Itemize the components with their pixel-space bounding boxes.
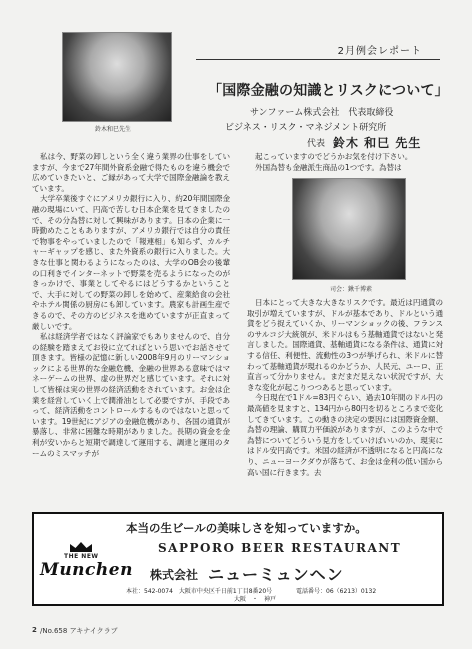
article-paragraph: 私は今、野菜の卸しという全く違う業界の仕事をしていますが、今まで27年間外資系金融で得たものを違う機会で広めていきたいと、ご縁があって大学で国際金融論を教えています。: [32, 152, 230, 193]
issue-label: /No.658 アキナイクラブ: [40, 627, 118, 635]
speaker-photo: [62, 32, 172, 122]
chair-photo-caption: 司会：鍬千博素: [330, 286, 373, 293]
header-divider: [196, 59, 440, 60]
ad-company-prefix: 株式会社: [150, 568, 199, 582]
issue-text: No.658 アキナイクラブ: [42, 627, 118, 635]
article-paragraph: 起こっていますのでどうかお気を付け下さい。: [255, 152, 413, 161]
crown-icon: [70, 542, 92, 552]
article-left-column: [32, 152, 230, 498]
ad-logo-top: THE NEW: [64, 553, 99, 560]
article-paragraph: 今日現在で1ドル=83円ぐらい、過去10年間のドル円の最高値を見ますと、134円から80円を切るところまで変化してきています。この動きの決定の要因には国際資金額、為替の理論、購買力平価説がありますが、このような中で為替についてどういう見方をしていけばいいのか、現実にはドル安円高です。米国の経済が不透明になると円高になり、ニューヨークダウが落ちて、お金は金利の低い国から高い国に行きます。去: [247, 393, 443, 477]
speaker-photo-caption: 鈴木和巳先生: [95, 126, 132, 133]
speaker-name: 鈴木 和巳 先生: [333, 136, 422, 150]
article-paragraph: 大学卒業後すぐにアメリカ銀行に入り、約20年間国際金融の現場にいて、円高で苦しむ日本企業を見てきましたので、その分為替に対して興味があります。日本の企業に一時勤めたこともありますが、アメリカ銀行では自分の責任で物事をやっていましたので「報連相」も知らず、カルチャーギャップを感じ、また外資系の銀行に入りました。大きな仕事と関わるようになったのは、大学のOB会の後輩の口利きでインターネットで野菜を売るようになったのがきっかけで、事業としてやるにはどうするかということで、大手に対しての野菜の卸しを始めて、産業給食の会社やホテル関係の厨房にも卸しています。農家も計画生産できるので、その方のビジネスを進めていますが正直まって厳しいです。: [32, 194, 230, 331]
advertisement: [32, 512, 444, 606]
speaker-company: サンファーム株式会社 代表取締役: [250, 108, 394, 118]
ad-logo: [40, 542, 133, 592]
article-paragraph: 外国為替も金融派生商品の1つです。為替は: [255, 162, 402, 172]
speaker-rep-label: 代表: [307, 139, 326, 149]
ad-phone: 電話番号：06（6213）0132: [296, 588, 377, 595]
article-right-column-top: [247, 152, 443, 176]
ad-company-name: ニューミュンヘン: [208, 565, 344, 584]
ad-logo-script: Munchen: [40, 560, 133, 580]
article-paragraph: 私は経済学者ではなく評論家でもありませんので、自分の経験を踏まえてお役に立てればという思いでお話させて頂きます。皆様の記憶に新しい2008年9月のリーマンショックによる世界的な金融危機、金融の世界ある意味ではマネーゲームの世界、虚の世界だと感じています。それに対して皆様は実の世界の経済活動をされています。お金は企業を経営していく上で潤滑油として必要ですが、手段であって、経済活動をコントロールするものではないと思っています。19世紀にアジアの金融危機があり、各国の通貨が暴落し、非常に困難な時期がありました。長期の資金を金利が安いからと短期で調達して運用する、調達と運用のタームのミスマッチが: [32, 332, 230, 458]
speaker-institute: ビジネス・リスク・マネジメント研究所: [225, 123, 387, 133]
ad-headline: 本当の生ビールの美味しさを知っていますか。: [126, 521, 367, 535]
page-number: 2: [32, 626, 37, 634]
ad-branches: 大阪 ・ 神戸: [234, 596, 277, 603]
ad-restaurant-name: SAPPORO BEER RESTAURANT: [158, 541, 402, 555]
article-paragraph: 日本にとって大きな大きなリスクです。最近は円通貨の取引が増えていますが、ドルが基本であり、ドルという通貨をどう捉えていくか、リーマンショックの後、フランスのサルコジ大統領が、米ドルはもう基軸通貨ではないと発言しました。国際通貨、基軸通貨になる条件は、通貨に対する信任、利便性、流動性の3つが挙げられ、米ドルに替わって基軸通貨が現れるのかどうか、人民元、ユーロ、正直言って分かりません。まだまだ見えない状況ですが、大きな変化が起こりつつあると思っています。: [247, 298, 443, 392]
chair-photo: [292, 178, 406, 280]
ad-address: 本社：542-0074 大阪市中央区千日前1丁目8番20号: [126, 588, 273, 595]
report-label: 2月例会レポート: [337, 46, 422, 57]
page-title: 「国際金融の知識とリスクについて」: [208, 83, 449, 99]
article-right-column-bottom: [247, 298, 443, 498]
